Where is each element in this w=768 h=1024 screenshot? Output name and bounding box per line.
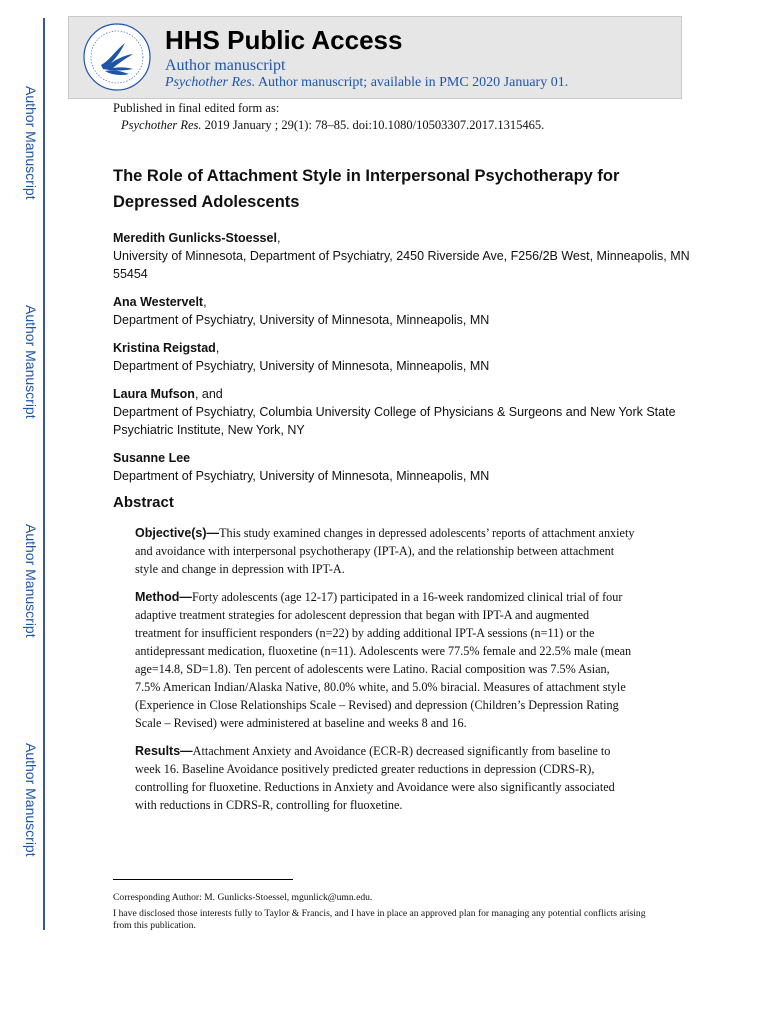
availability-text: Author manuscript; available in PMC 2020 January 01. — [257, 75, 569, 90]
section-label: Results— — [135, 744, 193, 758]
abstract-body — [135, 524, 635, 824]
section-text: This study examined changes in depressed adolescents’ reports of attachment anxiety and avoidance with interpersonal psychotherapy (IPT-A), and the relationship between attachment style and change in depression with IPT-A. — [135, 526, 635, 576]
author-entry — [113, 339, 693, 375]
section-label: Objective(s)— — [135, 526, 220, 540]
author-name: Laura Mufson — [113, 387, 195, 401]
citation-line — [113, 117, 544, 134]
author-affiliation: Department of Psychiatry, Columbia University College of Physicians & Surgeons and New York State Psychiatric Institute, New York, NY — [113, 405, 676, 437]
sidebar-rule — [43, 18, 45, 930]
section-text: Forty adolescents (age 12-17) participated in a 16-week randomized clinical trial of four adaptive treatment strategies for adolescent depression that began with IPT-A and augmented treatment for insufficient responders (n=22) by adding additional IPT-A sessions (n=11) or the antidepressant medication, fluoxetine (n=11). Adolescents were 77.5% female and 22.5% male (mean age=14.8, SD=1.8). Ten percent of adolescents were Latino. Racial composition was 7.5% Asian, 7.5% American Indian/Alaska Native, 80.0% white, and 5.0% biracial. Measures of attachment style (Experience in Close Relationships Scale – Revised) and depression (Children’s Depression Rating Scale – Revised) were administered at baseline and weeks 8 and 16. — [135, 590, 632, 730]
author-affiliation: Department of Psychiatry, University of Minnesota, Minneapolis, MN — [113, 359, 490, 373]
citation-details: 2019 January ; 29(1): 78–85. doi:10.1080/10503307.2017.1315465. — [204, 118, 545, 132]
corresponding-author-note: Corresponding Author: M. Gunlicks-Stoessel, mgunlick@umn.edu. — [113, 892, 373, 903]
citation-journal: Psychother Res. — [121, 118, 202, 132]
abstract-results — [135, 742, 635, 814]
author-suffix: , — [276, 231, 281, 245]
article-title: The Role of Attachment Style in Interpersonal Psychotherapy for Depressed Adolescents — [113, 167, 620, 211]
journal-name: Psychother Res. — [165, 75, 256, 90]
hhs-public-access-title: HHS Public Access — [165, 25, 403, 55]
author-name: Meredith Gunlicks-Stoessel — [113, 231, 277, 245]
footnotes — [113, 892, 653, 936]
abstract-objective — [135, 524, 635, 578]
header-banner — [68, 16, 682, 99]
journal-availability-line — [165, 75, 568, 91]
footnote-divider — [113, 879, 293, 880]
disclosure-note: I have disclosed those interests fully to Taylor & Francis, and I have in place an approved plan for managing any potential conflicts arising from this publication. — [113, 907, 646, 931]
published-label: Published in final edited form as: — [113, 101, 280, 115]
section-label: Method— — [135, 590, 192, 604]
author-suffix: , and — [194, 387, 223, 401]
abstract-heading: Abstract — [113, 494, 174, 511]
author-name: Ana Westervelt — [113, 295, 204, 309]
author-suffix: , — [203, 295, 207, 309]
section-text: Attachment Anxiety and Avoidance (ECR-R) decreased significantly from baseline to week 16. Baseline Avoidance positively predicted greater reductions in depression (CDRS-R), controlling for fluoxetine. Reductions in Anxiety and Avoidance were also significantly associated with reductions in CDRS-R, controlling for fluoxetine. — [135, 744, 615, 812]
author-suffix: , — [215, 341, 220, 355]
author-entry — [113, 385, 693, 439]
author-affiliation: Department of Psychiatry, University of Minnesota, Minneapolis, MN — [113, 313, 490, 327]
author-name: Susanne Lee — [113, 451, 191, 465]
author-entry — [113, 229, 693, 283]
author-entry — [113, 293, 693, 329]
author-affiliation: University of Minnesota, Department of Psychiatry, 2450 Riverside Ave, F256/2B West, Minneapolis, MN 55454 — [113, 249, 690, 281]
abstract-method — [135, 588, 635, 732]
author-manuscript-subtitle: Author manuscript — [165, 57, 286, 74]
publication-info — [113, 100, 544, 134]
author-list — [113, 229, 693, 495]
hhs-eagle-seal-icon — [81, 21, 153, 93]
author-affiliation: Department of Psychiatry, University of Minnesota, Minneapolis, MN — [113, 469, 490, 483]
author-name: Kristina Reigstad — [113, 341, 216, 355]
author-entry — [113, 449, 693, 485]
